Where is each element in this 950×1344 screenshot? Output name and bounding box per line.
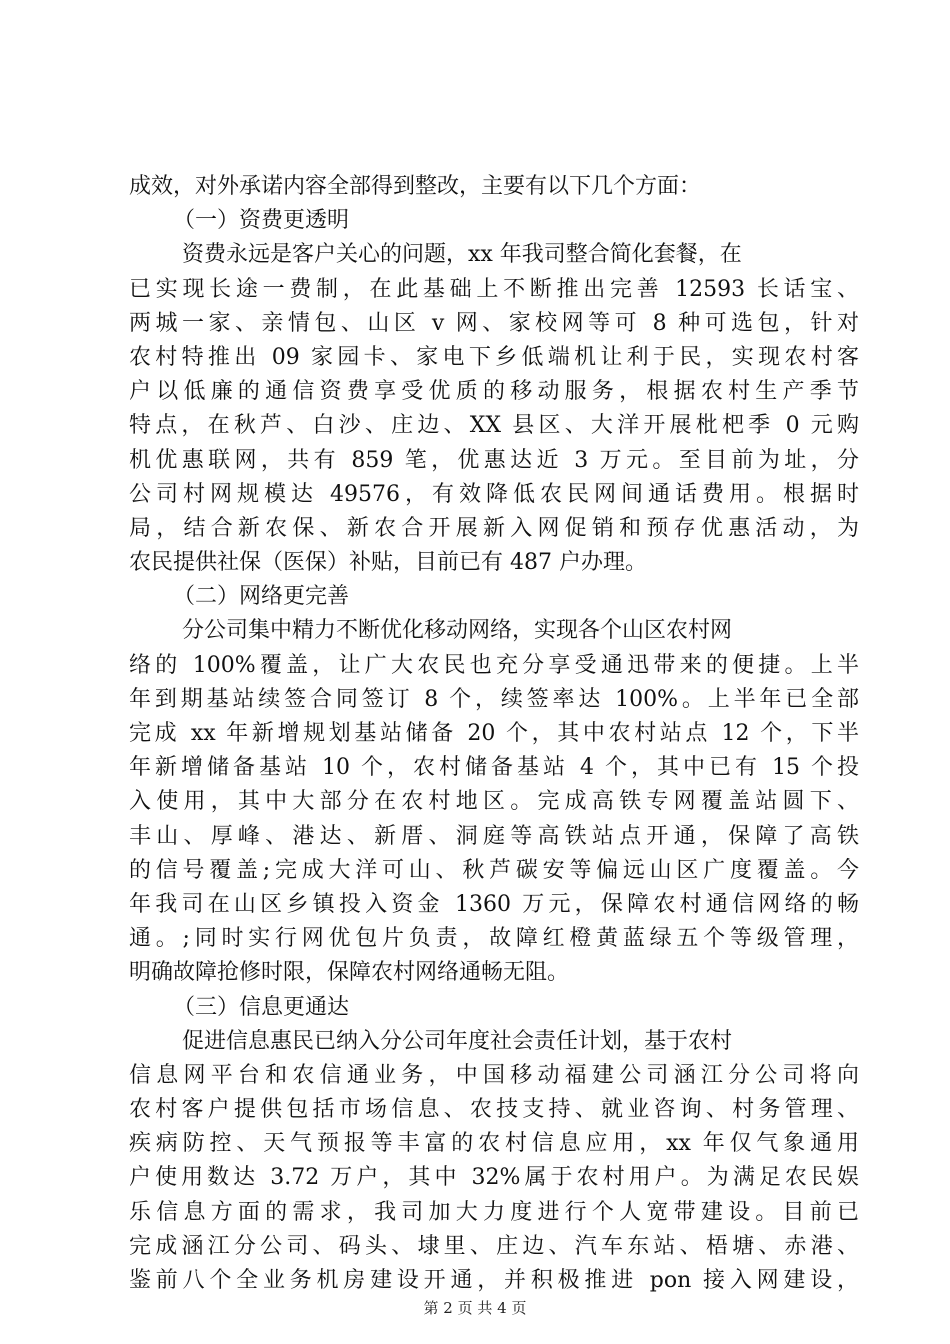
text-line: 成效，对外承诺内容全部得到整改，主要有以下几个方面： [129,174,702,199]
text-line: 农村特推出 09 家园卡、家电下乡低端机让利于民，实现农村客 [129,344,859,370]
text-line: 两城一家、亲情包、山区 v 网、家校网等可 8 种可选包，针对 [129,310,859,336]
text-line: 分公司集中精力不断优化移动网络，实现各个山区农村网 [182,618,733,644]
text-line: 完成涵江分公司、码头、埭里、庄边、汽车东站、梧塘、赤港、 [129,1233,859,1259]
text-line: 农民提供社保（医保）补贴，目前已有 487 户办理。 [129,550,647,576]
text-line: 入使用，其中大部分在农村地区。完成高铁专网覆盖站圆下、 [129,789,859,815]
text-line: 信息网平台和农信通业务，中国移动福建公司涵江分公司将向 [129,1062,859,1088]
text-line: 促进信息惠民已纳入分公司年度社会责任计划，基于农村 [182,1028,733,1054]
text-line: 年到期基站续签合同签订 8 个，续签率达 100%。上半年已全部 [129,686,859,712]
text-line: 已实现长途一费制，在此基础上不断推出完善 12593 长话宝、 [129,276,859,302]
text-line: 特点，在秋芦、白沙、庄边、XX 县区、大洋开展枇杷季 0 元购 [129,413,859,439]
text-line: 络的 100%覆盖，让广大农民也充分享受通迅带来的便捷。上半 [129,652,859,678]
text-line: 年新增储备基站 10 个，农村储备基站 4 个，其中已有 15 个投 [129,755,859,781]
text-line: 的信号覆盖;完成大洋可山、秋芦碳安等偏远山区广度覆盖。今 [129,857,859,883]
text-line: 户以低廉的通信资费享受优质的移动服务，根据农村生产季节 [129,379,859,405]
section-heading: （三）信息更通达 [173,994,350,1020]
text-line: 农村客户提供包括市场信息、农技支持、就业咨询、村务管理、 [129,1097,859,1123]
text-line: 鉴前八个全业务机房建设开通，并积极推进 pon 接入网建设， [129,1268,859,1293]
text-line: 公司村网规模达 49576，有效降低农民网间通话费用。根据时 [129,481,859,507]
section-heading: （一）资费更透明 [173,208,350,234]
text-line: 丰山、厚峰、港达、新厝、洞庭等高铁站点开通，保障了高铁 [129,823,859,849]
text-line: 乐信息方面的需求，我司加大力度进行个人宽带建设。目前已 [129,1199,859,1225]
document-body [129,170,859,1298]
text-line: 户使用数达 3.72 万户，其中 32%属于农村用户。为满足农民娱 [129,1165,859,1191]
text-line: 资费永远是客户关心的问题，xx 年我司整合简化套餐，在 [182,242,742,268]
text-line: 年我司在山区乡镇投入资金 1360 万元，保障农村通信网络的畅 [129,891,859,917]
text-line: 局，结合新农保、新农合开展新入网促销和预存优惠活动，为 [129,515,859,541]
page-footer: 第 2 页 共 4 页 [423,1299,527,1317]
section-heading: （二）网络更完善 [173,584,350,610]
text-line: 通。;同时实行网优包片负责，故障红橙黄蓝绿五个等级管理， [129,926,859,952]
text-line: 明确故障抢修时限，保障农村网络通畅无阻。 [129,960,570,986]
text-line: 完成 xx 年新增规划基站储备 20 个，其中农村站点 12 个，下半 [129,721,859,746]
text-line: 疾病防控、天气预报等丰富的农村信息应用，xx 年仅气象通用 [129,1131,859,1157]
text-line: 机优惠联网，共有 859 笔，优惠达近 3 万元。至目前为址，分 [129,447,859,473]
